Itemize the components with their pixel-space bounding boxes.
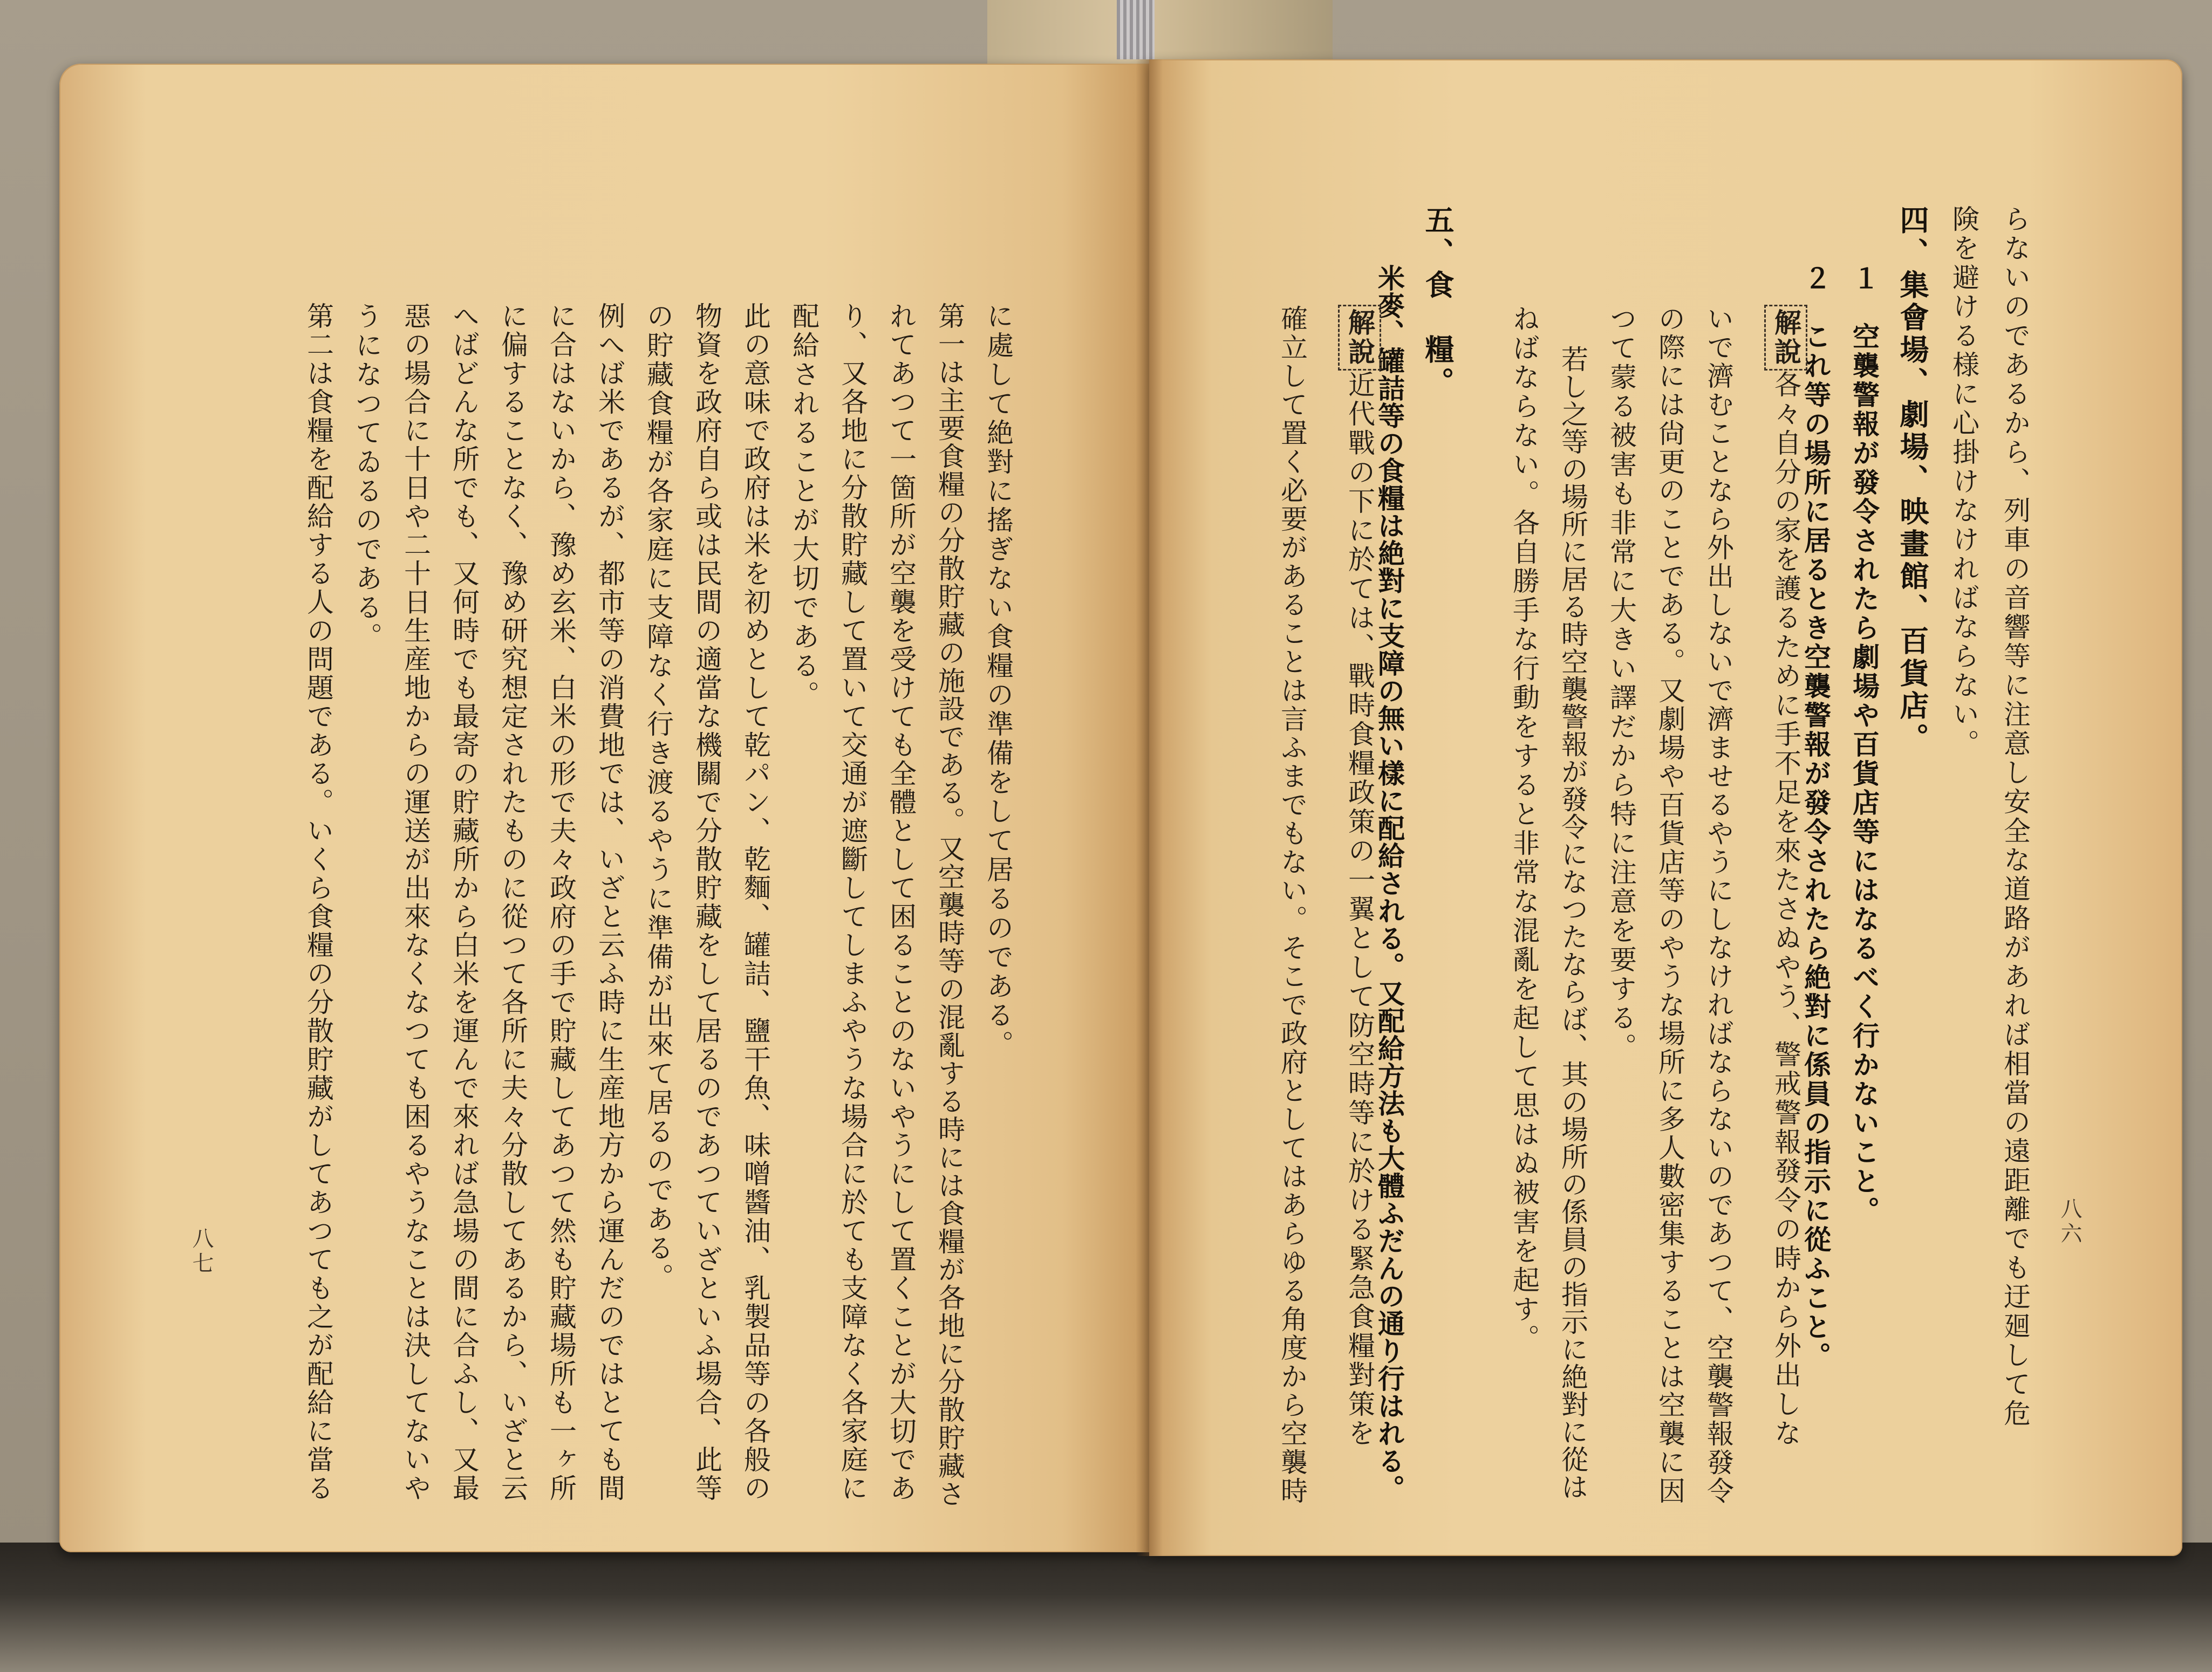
rule-item: 米麥、罐詰等の食糧は絶對に支障の無い樣に配給される。又配給方法も大體ふだんの通り行はれる。 — [1374, 264, 1405, 1502]
text-line: り、又各地に分散貯藏して置いて交通が遮斷してしまふやうな場合に於ても支障なく各家庭に — [837, 302, 868, 1503]
text-line: 第二は食糧を配給する人の問題である。いくら食糧の分散貯藏がしてあつても之が配給に當る — [303, 302, 334, 1503]
text-line: に合はないから、豫め玄米、白米の形で夫々政府の手で貯藏してあつて然も貯藏場所も一ヶ所 — [545, 302, 577, 1503]
text-line: つて蒙る被害も非常に大きい譯だから特に注意を要する。 — [1606, 305, 1637, 1062]
text-line: ねばならない。各自勝手な行動をすると非常な混亂を起して思はぬ被害を起す。 — [1508, 305, 1540, 1353]
text-line: 配給されることが大切である。 — [788, 302, 820, 710]
rule-item: ２ これ等の場所に居るとき空襲警報が發令されたら絶對に係員の指示に從ふこと。 — [1800, 264, 1832, 1371]
commentary-line: 解說各々自分の家を護るために手不足を來たさぬやう、警戒警報發令の時から外出しな — [1748, 305, 1807, 1448]
table-shadow — [0, 1543, 2212, 1672]
text-line: 物資を政府自ら或は民間の適當な機關で分散貯藏をして居るのであつていざといふ場合、此等 — [691, 302, 722, 1503]
rule-item: １ 空襲警報が發令されたら劇場や百貨店等にはなるべく行かないこと。 — [1848, 264, 1880, 1225]
commentary-line: 解說近代戰の下に於ては、戰時食糧政策の一翼として防空時等に於ける緊急食糧對策を — [1322, 305, 1381, 1448]
bookmark-ribbon — [987, 0, 1333, 65]
text-line: の貯藏食糧が各家庭に支障なく行き渡るやうに準備が出來て居るのである。 — [643, 302, 674, 1292]
commentary-badge: 解說 — [1338, 305, 1381, 371]
text-line: に偏することなく、豫め研究想定されたものに從つて各所に夫々分散してあるから、いざと云 — [497, 302, 528, 1503]
text-line: の際には尙更のことである。又劇場や百貨店等のやうな場所に多人數密集することは空襲に因 — [1654, 305, 1685, 1505]
section-heading: 五、食 糧。 — [1421, 205, 1455, 399]
text-line: 険を避ける様に心掛けなければならない。 — [1948, 205, 1979, 758]
text-line: 確立して置く必要があることは言ふまでもない。そこで政府としてはあらゆる角度から空襲時 — [1276, 305, 1308, 1505]
section-heading: 四、集會場、劇場、映畫館、百貨店。 — [1895, 205, 1930, 755]
text-line: 例へば米であるが、都市等の消費地では、いざと云ふ時に生産地方から運んだのではとても間 — [594, 302, 625, 1503]
commentary-badge: 解說 — [1764, 305, 1807, 371]
book-gutter — [1136, 59, 1163, 1556]
text-line: 第一は主要食糧の分散貯藏の施設である。又空襲時等の混亂する時には食糧が各地に分散貯藏さ — [934, 302, 965, 1508]
page-number-left: 八七 — [189, 1227, 214, 1277]
text-line: に處して絶對に搖ぎない食糧の準備をして居るのである。 — [982, 302, 1014, 1059]
text-line: へばどんな所でも、又何時でも最寄の貯藏所から白米を運んで來れば急場の間に合ふし、又最 — [448, 302, 480, 1503]
text-line: れてあつて一箇所が空襲を受けても全體として困ることのないやうにして置くことが大切であ — [885, 302, 917, 1503]
text-line: 若し之等の場所に居る時空襲警報が發令になつたならば、其の場所の係員の指示に絶對に從は — [1557, 345, 1588, 1500]
binding-thread — [1117, 0, 1155, 59]
text-line: 此の意味で政府は米を初めとして乾パン、乾麵、罐詰、鹽干魚、味噌醬油、乳製品等の各般の — [740, 302, 771, 1503]
text-line: いで濟むことなら外出しないで濟ませるやうにしなければならないのであつて、空襲警報發令 — [1703, 305, 1734, 1505]
page-number-right: 八六 — [2057, 1197, 2082, 1247]
text-line: うになつてゐるのである。 — [351, 302, 383, 652]
text-line: らないのであるから、列車の音響等に注意し安全な道路があれば相當の遠距離でも迂廻して危 — [1999, 205, 2031, 1428]
text-line: 惡の場合に十日や二十日生産地からの運送が出來なくなつても困るやうなことは決してないや — [400, 302, 431, 1503]
